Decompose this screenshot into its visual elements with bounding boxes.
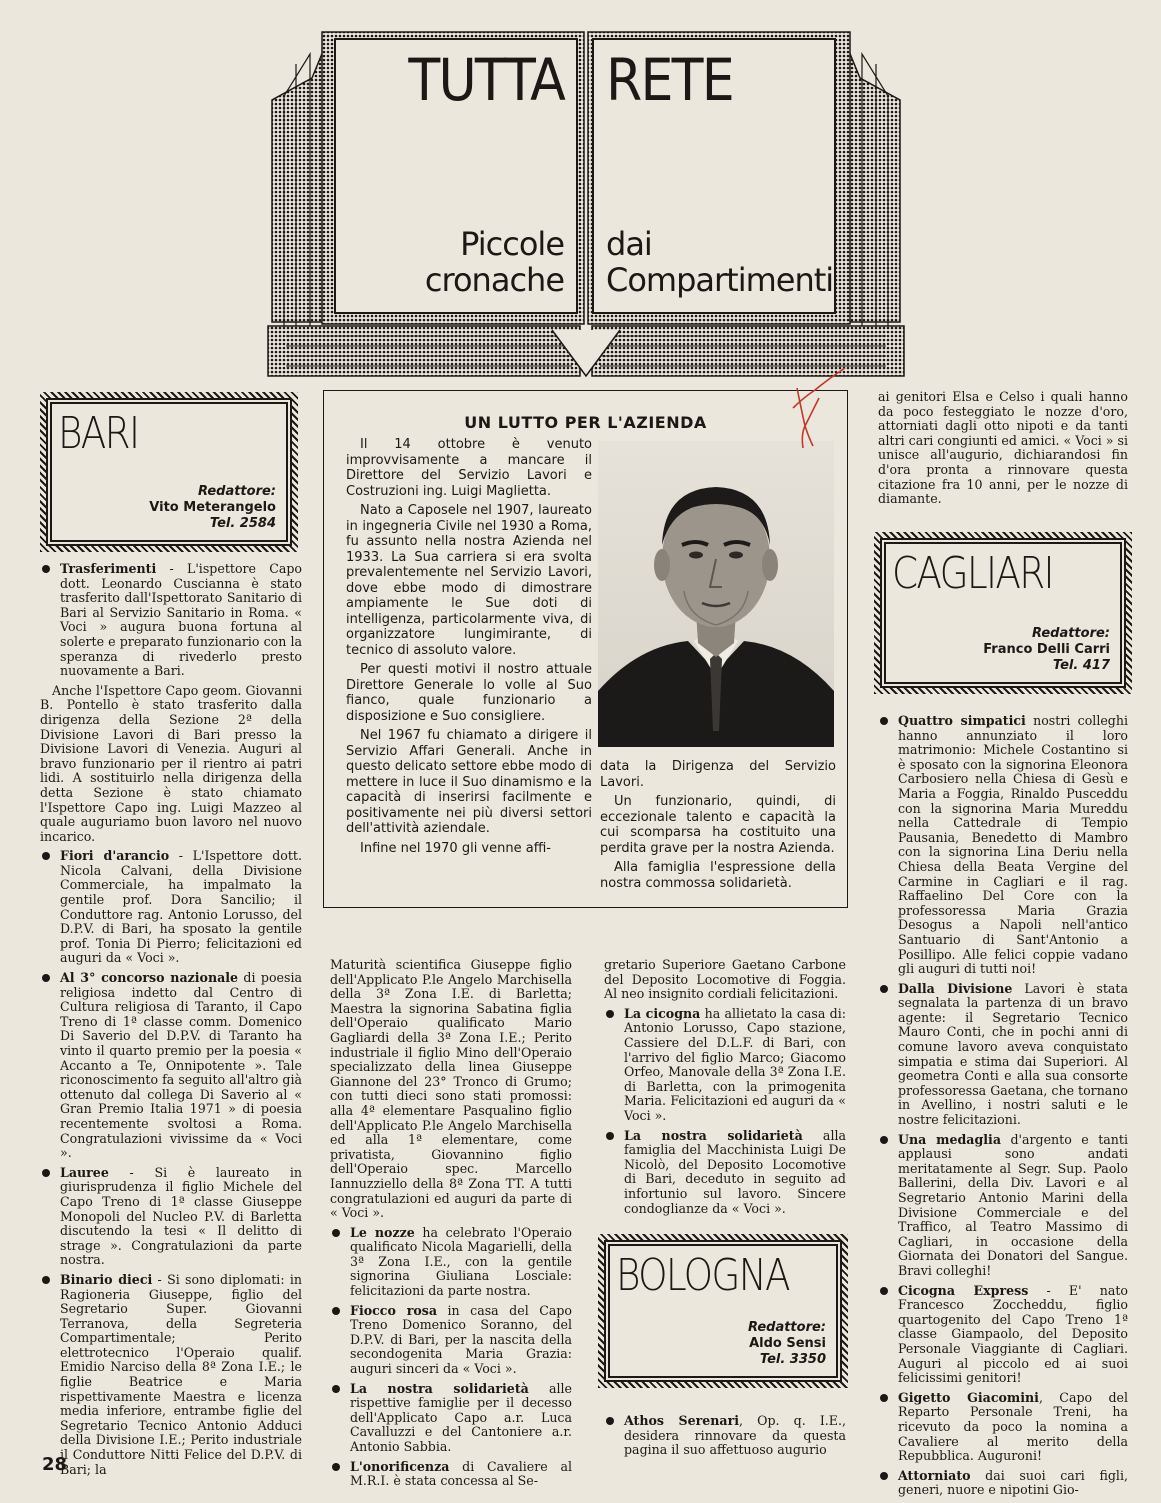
item-text: - L'ispettore Capo dott. Leonardo Cuscianna è stato trasferito dall'Ispettorato Sanitario di Bari al Servizio Sanitario in Roma. « Voci » augura buona fortuna al solerte e preparato funzionario con la speranza di rivederlo presto nuovamente a Bari.: [60, 561, 302, 679]
editor-info-cagliari: [983, 626, 1110, 674]
news-item: [878, 1469, 1128, 1498]
item-head: La nostra solidarietà: [350, 1380, 529, 1396]
news-item: [604, 1007, 846, 1124]
editor-tel: Tel. 417: [1052, 658, 1110, 673]
section-box-bologna: [604, 1240, 842, 1382]
item-head: Fiocco rosa: [350, 1302, 438, 1318]
column-2: [330, 958, 572, 1494]
news-item: [604, 1129, 846, 1217]
column-1: [40, 562, 302, 1482]
item-text: nostri colleghi hanno annunziato il loro matrimonio: Michele Costantino si è sposato con la signorina Eleonora Carbosiero nella Chiesa di Gesù e Maria a Foggia, Rinaldo Pusceddu con la signorina Maria Mureddu nella Cattedrale di Tempio Pausania, Benedetto di Mambro con la signorina Lina Deriu nella Chiesa della Beata Vergine del Carmine in Cagliari e il rag. Raffaelino Del Core con la professoressa Maria Grazia Desogus a Napoli nell'antico Santuario di Sant'Antonio a Posillipo. Alle felici coppie vadano gli auguri di tutti noi!: [898, 713, 1129, 977]
obituary-box: [323, 390, 848, 908]
item-head: Quattro simpatici: [898, 713, 1026, 728]
subtitle-right: [606, 226, 833, 298]
item-head: Una medaglia: [898, 1131, 1001, 1147]
item-text: Lavori è stata segnalata la partenza di un bravo agente: il Segretario Tecnico Mauro Conti, che in pochi anni di comune lavoro aveva conquistato simpatia e stima dai Superiori. Al geometra Conti e alla sua consorte professoressa Gaetana, che tornano in Avellino, i nostri saluti e le nostre felicitazioni.: [898, 980, 1129, 1128]
news-item: [330, 1460, 572, 1489]
news-item: [604, 1414, 846, 1458]
news-continuation: Maturità scientifica Giuseppe figlio dell'Applicato P.le Angelo Marchisella della 3ª Zona I.E. di Barletta; Maestra la signorina Sabatina figlia dell'Operaio qualificato Mario Gagliardi della 3ª Zona I.E.; Perito industriale il figlio Mino dell'Operaio specializzato della linea Giuseppe Giannone del 23° Tronco di Grumo; con tutti dieci sono stati promossi: alla 4ª elementare Pasqualino figlio dell'Applicato P.le Angelo Marchisella ed alla 1ª elementare, come privatista, Giovannino figlio dell'Operaio spec. Marcello Iannuzziello della 8ª Zona TT. A tutti congratulazioni ed auguri da parte di « Voci ».: [330, 957, 572, 1221]
obituary-title: UN LUTTO PER L'AZIENDA: [464, 413, 707, 432]
news-item: [40, 1273, 302, 1477]
item-text: in casa del Capo Treno Domenico Soranno, del D.P.V. di Bari, per la nascita della secondogenita Maria Grazia: auguri sinceri da « Voci ».: [350, 1302, 573, 1377]
header-right-page: [592, 38, 836, 314]
editor-tel: Tel. 2584: [209, 516, 276, 531]
item-text: - E' nato Francesco Zoccheddu, figlio quartogenito del Capo Treno 1ª classe Giampaolo, del Deposito Personale Viaggiante di Cagliari. Auguri al piccolo ed ai suoi felicissimi genitori!: [898, 1282, 1128, 1386]
item-text: d'argento e tanti applausi sono andati meritatamente al Segr. Sup. Paolo Ballerini, della Div. Lavori e al Segretario Antonio Marini della Divisione Commerciale e del Traffico, al Teatro Massimo di Cagliari, in occasione della Giornata dei Donatori del Sangue. Bravi colleghi!: [898, 1131, 1128, 1278]
page-number: 28: [42, 1454, 68, 1475]
item-head: Fiori d'arancio: [60, 848, 170, 864]
pen-mark: [775, 368, 855, 468]
editor-name: Vito Meterangelo: [149, 500, 276, 515]
title-tutta: TUTTA: [408, 46, 564, 114]
obituary-paragraph: Il 14 ottobre è venuto improvvisamente a mancare il Direttore del Servizio Lavori e Costruzioni ing. Luigi Maglietta.: [346, 437, 592, 499]
subtitle-piccole: Piccole: [460, 225, 564, 263]
portrait-illustration: [598, 441, 834, 747]
obituary-paragraph: Nato a Caposele nel 1907, laureato in ingegneria Civile nel 1930 a Roma, fu assunto nella nostra Azienda nel 1933. La Sua carriera si era svolta prevalentemente nel Servizio Lavori, dove ebbe modo di dimostrare ampiamente le Sue doti di intelligenza, particolarmente viva, di organizzatore lungimirante, di tecnico di assoluto valore.: [346, 503, 592, 658]
obituary-paragraph: Un funzionario, quindi, di eccezionale talento e capacità la cui scomparsa ha costituito una perdita grave per la nostra Azienda.: [600, 794, 836, 856]
news-item: [878, 1391, 1128, 1464]
news-item: [878, 982, 1128, 1128]
item-head: Cicogna Express: [898, 1282, 1029, 1298]
subtitle-left: [425, 226, 564, 298]
editor-label: Redattore:: [747, 1320, 826, 1335]
item-text: di Cavaliere al M.R.I. è stata concessa al Se-: [350, 1458, 572, 1489]
news-item: [40, 562, 302, 679]
item-head: Lauree: [60, 1164, 109, 1180]
item-head: Le nozze: [350, 1224, 415, 1240]
item-text: - Si è laureato in giurisprudenza il figlio Michele del Capo Treno di 1ª classe Giuseppe Monopoli del Nucleo P.V. di Barletta discutendo la tesi « Il delitto di strage ». Congratulazioni da parte nostra.: [60, 1164, 302, 1268]
item-head: L'onorificenza: [350, 1458, 450, 1474]
editor-tel: Tel. 3350: [759, 1352, 826, 1367]
news-item: [878, 1133, 1128, 1279]
column-3-bottom: [604, 1414, 846, 1463]
item-head: Al 3° concorso nazionale: [60, 970, 239, 986]
item-head: La cicogna: [624, 1005, 701, 1021]
item-text: - L'Ispettore dott. Nicola Calvani, della Divisione Commerciale, ha impalmato la gentile prof. Dora Sancilio; il Conduttore rag. Antonio Lorusso, del D.P.V. di Bari, ha sposato la gentile prof. Tonia Di Pierro; felicitazioni ed auguri da « Voci ».: [60, 848, 302, 966]
editor-label: Redattore:: [197, 484, 276, 499]
editor-label: Redattore:: [1031, 626, 1110, 641]
obituary-paragraph: Infine nel 1970 gli venne affi-: [360, 840, 551, 856]
portrait-photo: [598, 441, 834, 747]
item-head: Gigetto Giacomini: [898, 1389, 1039, 1405]
item-text: ha celebrato l'Operaio qualificato Nicola Magarielli, della 3ª Zona I.E., con la gentile signorina Giuliana Losciale: felicitazioni da parte nostra.: [350, 1224, 572, 1299]
header-book: [262, 30, 910, 380]
subtitle-dai: dai: [606, 225, 652, 263]
obituary-column-1: [346, 437, 592, 860]
subtitle-compartimenti: Compartimenti: [606, 261, 834, 299]
item-text: ha allietato la casa di: Antonio Lorusso, Capo stazione, Cassiere del D.L.F. di Bari, con l'arrivo del figlio Marco; Giacomo Orfeo, Manovale della 3ª Zona I.E. di Barletta, con la primogenita Maria. Felicitazioni ed auguri da « Voci ».: [624, 1005, 847, 1123]
obituary-paragraph: data la Dirigenza del Servizio Lavori.: [600, 759, 836, 790]
item-head: Attorniato: [898, 1467, 971, 1483]
obituary-paragraph: Nel 1967 fu chiamato a dirigere il Servizio Affari Generali. Anche in questo delicato settore ebbe modo di mettere in luce il Suo dinamismo e la capacità di inserirsi facilmente e positivamente nei più diversi settori dell'attività aziendale.: [346, 728, 592, 836]
item-text: di poesia religiosa indetto dal Centro di Cultura religiosa di Taranto, il Capo Treno di 1ª classe comm. Domenico Di Saverio del D.P.V. di Taranto ha vinto il quarto premio per la poesia « Accanto a Te, Onnipotente ». Tale riconoscimento fa seguito all'altro già ottenuto dal collega Di Saverio al « Gran Premio Italia 1971 » di poesia recentemente svoltosi a Roma. Congratulazioni vivissime da « Voci ».: [60, 970, 302, 1161]
column-4-bottom: [878, 714, 1128, 1503]
news-item: [878, 1284, 1128, 1386]
news-item: [878, 714, 1128, 977]
section-title-cagliari: CAGLIARI: [892, 548, 1053, 599]
header-left-page: [334, 38, 578, 314]
item-text: - Si sono diplomati: in Ragioneria Giuseppe, figlio del Segretario Super. Giovanni Terranova, della Segreteria Compartimentale; Perito elettrotecnico l'Operaio qualif. Emidio Narciso della 8ª Zona I.E.; le figlie Beatrice e Maria rispettivamente Maestra e licenza media inferiore, entrambe figlie del Segretario Tecnico Antonio Adduci della Divisione I.E.; Perito industriale il Conduttore Nitti Felice del D.P.V. di Bari; la: [60, 1271, 302, 1477]
subtitle-cronache: cronache: [424, 261, 564, 299]
editor-info-bari: [149, 484, 276, 532]
column-4: [878, 390, 1128, 512]
item-text: dai suoi cari figli, generi, nuore e nipotini Gio-: [898, 1467, 1128, 1498]
editor-info-bologna: [748, 1320, 826, 1368]
section-title-bari: BARI: [58, 408, 139, 459]
news-continuation: Anche l'Ispettore Capo geom. Giovanni B. Pontello è stato trasferito dalla dirigenza della Sezione 2ª della Divisione Lavori di Bari presso la Divisione Lavori di Venezia. Auguri al bravo funzionario per il rientro ai patri lidi. A sostituirlo nella dirigenza della detta Sezione è stato chiamato l'Ispettore Capo ing. Luigi Mazzeo al quale auguriamo buon lavoro nel nuovo incarico.: [40, 682, 302, 844]
news-item: [40, 1166, 302, 1268]
item-head: Trasferimenti: [60, 561, 157, 576]
news-item: [330, 1382, 572, 1455]
item-text: alla famiglia del Macchinista Luigi De Nicolò, del Deposito Locomotive di Bari, deceduto in seguito ad infortunio sul lavoro. Sincere condoglianze da « Voci ».: [624, 1127, 847, 1216]
section-title-bologna: BOLOGNA: [616, 1250, 789, 1301]
column-3: [604, 958, 846, 1221]
obituary-column-2: [600, 759, 836, 895]
item-head: Dalla Divisione: [898, 980, 1013, 996]
item-head: Athos Serenari: [624, 1413, 740, 1428]
item-head: La nostra solidarietà: [624, 1127, 803, 1143]
news-continuation: ai genitori Elsa e Celso i quali hanno da poco festeggiato le nozze d'oro, attorniati dagli otto nipoti e da tanti altri cari congiunti ed amici. « Voci » si unisce all'augurio, dichiarandosi fin d'ora pronta a rinnovare questa citazione fra 10 anni, per le nozze di diamante.: [878, 389, 1129, 507]
section-box-bari: [46, 398, 292, 546]
news-item: [40, 971, 302, 1161]
news-item: [40, 849, 302, 966]
editor-name: Franco Delli Carri: [983, 642, 1110, 657]
news-item: [330, 1226, 572, 1299]
news-continuation: gretario Superiore Gaetano Carbone del Deposito Locomotive di Foggia. Al neo insignito cordiali felicitazioni.: [604, 957, 846, 1002]
editor-name: Aldo Sensi: [749, 1336, 826, 1351]
item-text: alle rispettive famiglie per il decesso dell'Applicato Capo a.r. Luca Cavalluzzi e del Cantoniere a.r. Antonio Sabbia.: [350, 1380, 572, 1454]
obituary-paragraph: Per questi motivi il nostro attuale Direttore Generale lo volle al Suo fianco, quale funzionario a disposizione e Suo consigliere.: [346, 662, 592, 724]
obituary-paragraph: Alla famiglia l'espressione della nostra commossa solidarietà.: [600, 860, 836, 891]
item-text: , Capo del Reparto Personale Treni, ha ricevuto da poco la nomina a Cavaliere al merito della Repubblica. Auguroni!: [898, 1389, 1128, 1464]
news-item: [330, 1304, 572, 1377]
item-text: , Op. q. I.E., desidera rinnovare da questa pagina il suo affettuoso augurio: [624, 1413, 847, 1458]
title-rete: RETE: [606, 46, 733, 114]
section-box-cagliari: [880, 538, 1126, 688]
item-head: Binario dieci: [60, 1271, 153, 1287]
